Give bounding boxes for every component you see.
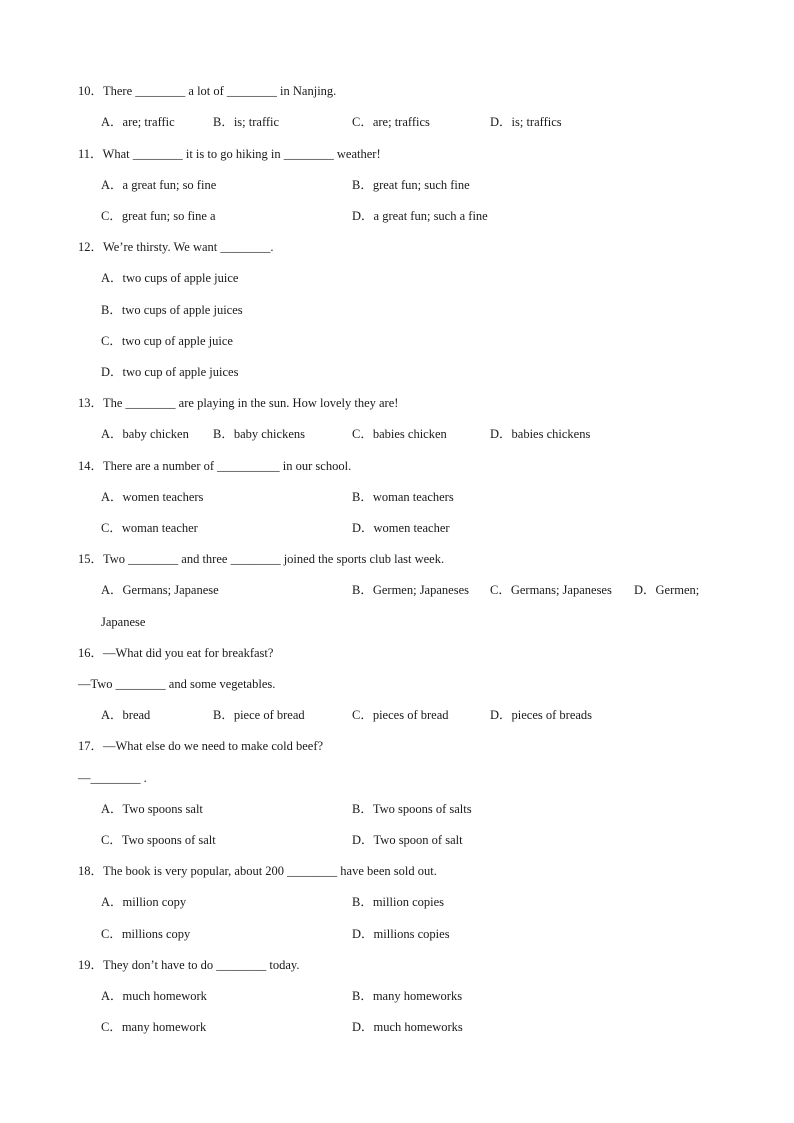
- question-19-option-d[interactable]: D．much homeworks: [352, 1020, 463, 1034]
- question-10-option-a[interactable]: A．are; traffic: [101, 115, 175, 129]
- question-14-option-c[interactable]: C．woman teacher: [101, 521, 198, 535]
- question-10-option-b[interactable]: B．is; traffic: [213, 115, 280, 129]
- question-17-option-d[interactable]: D．Two spoon of salt: [352, 833, 463, 847]
- question-18-option-b[interactable]: B．million copies: [352, 895, 445, 909]
- question-17-option-c[interactable]: C．Two spoons of salt: [101, 833, 216, 847]
- question-11-option-b[interactable]: B．great fun; such fine: [352, 178, 470, 192]
- question-10-stem: 10．There ________ a lot of ________ in Nanjing.: [78, 84, 337, 98]
- question-14-option-a[interactable]: A．women teachers: [101, 490, 204, 504]
- question-11-option-c[interactable]: C．great fun; so fine a: [101, 209, 216, 223]
- question-11-option-a[interactable]: A．a great fun; so fine: [101, 178, 217, 192]
- question-10-option-d[interactable]: D．is; traffics: [490, 115, 562, 129]
- question-12-option-b[interactable]: B．two cups of apple juices: [101, 303, 243, 317]
- question-16-option-c[interactable]: C．pieces of bread: [352, 708, 449, 722]
- question-12-option-d[interactable]: D．two cup of apple juices: [101, 365, 239, 379]
- question-16-option-a[interactable]: A．bread: [101, 708, 151, 722]
- question-12-option-c[interactable]: C．two cup of apple juice: [101, 334, 233, 348]
- question-15-option-b[interactable]: B．Germen; Japaneses: [352, 583, 469, 597]
- question-19-option-b[interactable]: B．many homeworks: [352, 989, 463, 1003]
- question-19-option-a[interactable]: A．much homework: [101, 989, 207, 1003]
- question-15-option-d[interactable]: D．Germen;: [634, 583, 700, 597]
- question-16-option-b[interactable]: B．piece of bread: [213, 708, 305, 722]
- question-19-stem: 19．They don’t have to do ________ today.: [78, 958, 300, 972]
- question-14-stem: 14．There are a number of __________ in our school.: [78, 459, 352, 473]
- question-16-option-d[interactable]: D．pieces of breads: [490, 708, 593, 722]
- question-18-option-d[interactable]: D．millions copies: [352, 927, 450, 941]
- question-13-stem: 13．The ________ are playing in the sun. How lovely they are!: [78, 396, 399, 410]
- question-17-option-b[interactable]: B．Two spoons of salts: [352, 802, 472, 816]
- question-14-option-d[interactable]: D．women teacher: [352, 521, 450, 535]
- question-16-stem: 16．—What did you eat for breakfast?: [78, 646, 274, 660]
- question-11-option-d[interactable]: D．a great fun; such a fine: [352, 209, 488, 223]
- question-18-option-c[interactable]: C．millions copy: [101, 927, 191, 941]
- question-15-option-c[interactable]: C．Germans; Japaneses: [490, 583, 612, 597]
- question-18-stem: 18．The book is very popular, about 200 ________ have been sold out.: [78, 864, 437, 878]
- question-12-option-a[interactable]: A．two cups of apple juice: [101, 271, 239, 285]
- question-11-stem: 11．What ________ it is to go hiking in ________ weather!: [78, 147, 381, 161]
- question-18-option-a[interactable]: A．million copy: [101, 895, 187, 909]
- question-17-stem: 17．—What else do we need to make cold beef?: [78, 739, 324, 753]
- question-14-option-b[interactable]: B．woman teachers: [352, 490, 454, 504]
- question-15-option-d-continued[interactable]: Japanese: [101, 615, 146, 629]
- question-17-option-a[interactable]: A．Two spoons salt: [101, 802, 203, 816]
- question-12-stem: 12．We’re thirsty. We want ________.: [78, 240, 274, 254]
- question-13-option-d[interactable]: D．babies chickens: [490, 427, 591, 441]
- question-15-option-a[interactable]: A．Germans; Japanese: [101, 583, 219, 597]
- question-15-stem: 15．Two ________ and three ________ joined the sports club last week.: [78, 552, 445, 566]
- question-10-option-c[interactable]: C．are; traffics: [352, 115, 430, 129]
- question-16-stem-line-2: —Two ________ and some vegetables.: [78, 677, 276, 691]
- question-19-option-c[interactable]: C．many homework: [101, 1020, 207, 1034]
- question-17-stem-line-2: —________ .: [78, 771, 147, 785]
- question-13-option-c[interactable]: C．babies chicken: [352, 427, 447, 441]
- question-13-option-a[interactable]: A．baby chicken: [101, 427, 189, 441]
- question-13-option-b[interactable]: B．baby chickens: [213, 427, 305, 441]
